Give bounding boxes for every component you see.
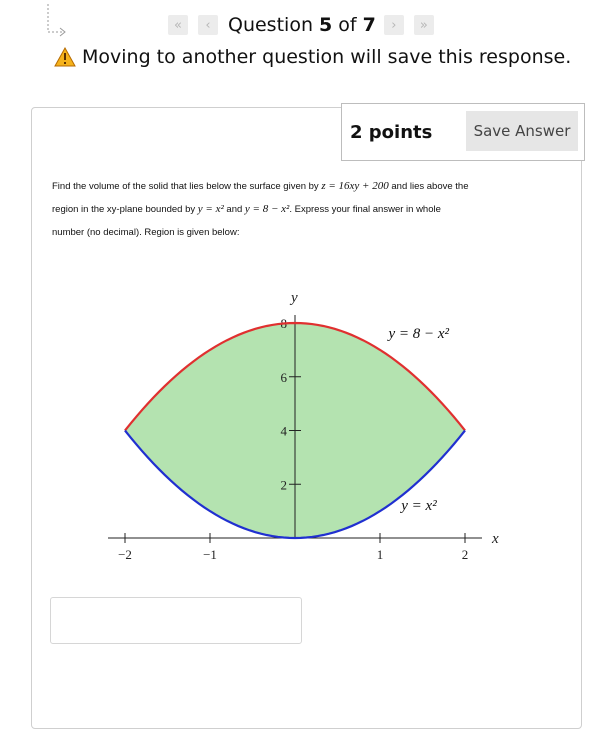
question-text-part: and lies above the xyxy=(388,181,469,192)
return-arrow-icon xyxy=(46,4,68,38)
question-prefix: Question xyxy=(228,14,320,36)
first-question-button[interactable] xyxy=(168,15,188,35)
save-answer-label: Save Answer xyxy=(473,122,571,140)
surface-equation: z = 16xy + 200 xyxy=(321,180,389,192)
save-warning xyxy=(54,46,571,68)
y-axis-label: y xyxy=(291,290,298,306)
region-graph xyxy=(100,285,520,565)
upper-curve-equation: y = 8 − x² xyxy=(244,203,290,215)
warning-text: Moving to another question will save this response. xyxy=(82,46,572,68)
last-question-button[interactable] xyxy=(414,15,434,35)
x-tick-label: −2 xyxy=(118,547,132,562)
previous-question-button[interactable] xyxy=(198,15,218,35)
y-tick-label: 6 xyxy=(280,369,287,385)
x-tick-label: 1 xyxy=(376,547,384,562)
next-question-button[interactable] xyxy=(384,15,404,35)
double-chevron-left-icon: « xyxy=(174,17,182,33)
upper-curve-label: y = 8 − x² xyxy=(388,325,450,342)
y-tick-label: 2 xyxy=(280,477,287,493)
question-text-part: number (no decimal). Region is given below: xyxy=(52,227,240,238)
chevron-right-icon: › xyxy=(391,17,397,33)
save-answer-button[interactable] xyxy=(466,111,578,151)
of-word: of xyxy=(332,14,363,36)
y-tick-label: 4 xyxy=(280,423,287,439)
question-text-part: region in the xy-plane bounded by xyxy=(52,204,198,215)
current-question-number: 5 xyxy=(319,14,333,36)
x-axis-label: x xyxy=(492,531,499,547)
warning-triangle-icon xyxy=(54,47,76,67)
question-navigation xyxy=(168,12,434,38)
x-tick-label: 2 xyxy=(461,547,469,562)
question-text-part: . Express your final answer in whole xyxy=(289,204,441,215)
y-tick-label: 8 xyxy=(280,316,287,331)
question-text-part: Find the volume of the solid that lies below the surface given by xyxy=(52,181,322,192)
points-box xyxy=(341,103,585,161)
points-label: 2 points xyxy=(350,121,433,143)
double-chevron-right-icon: » xyxy=(419,17,428,33)
chevron-left-icon: ‹ xyxy=(205,17,211,33)
question-text xyxy=(52,175,532,244)
lower-curve-label: y = x² xyxy=(401,497,437,514)
lower-curve-equation: y = x² xyxy=(197,203,224,215)
x-tick-label: −1 xyxy=(203,547,217,562)
total-questions: 7 xyxy=(362,14,376,36)
answer-input[interactable] xyxy=(50,597,302,644)
question-text-part: and xyxy=(223,204,245,215)
question-counter xyxy=(228,14,376,36)
